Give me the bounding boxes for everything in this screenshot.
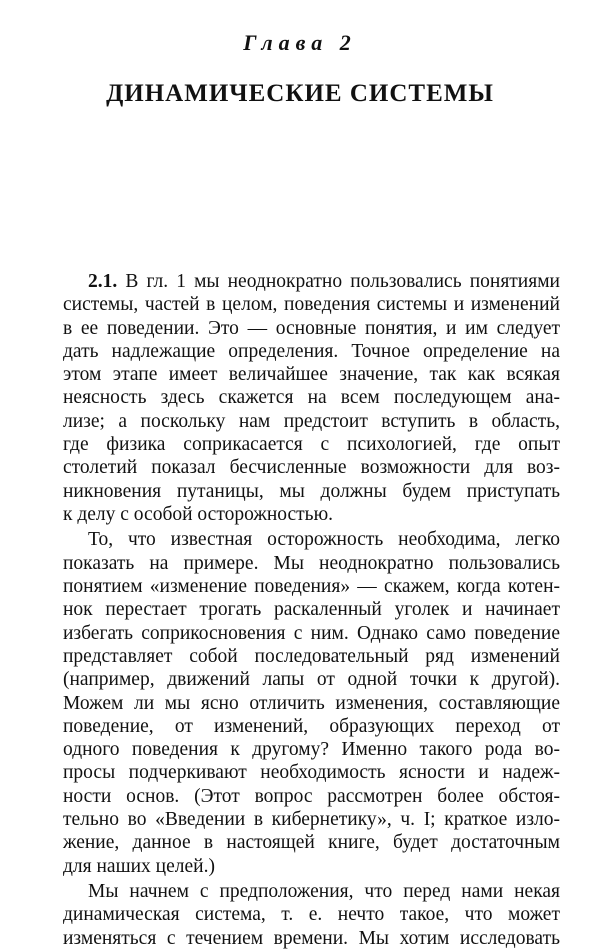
text-line: Мы начнем с предположения, что перед нами некая bbox=[88, 881, 560, 903]
text-line bbox=[63, 270, 560, 293]
text-line: лизе; а поскольку нам предстоит вступить в область, bbox=[63, 410, 560, 432]
text-line: одного поведения к другому? Именно такого рода во- bbox=[63, 739, 560, 761]
text-line: динамическая система, т. е. нечто такое, что может bbox=[63, 904, 560, 926]
text-line: показать на примере. Мы неоднократно пользовались bbox=[63, 552, 560, 574]
section-number: 2.1. bbox=[88, 271, 118, 292]
text-line: в ее поведении. Это — основные понятия, и им следует bbox=[63, 317, 560, 339]
text-line: этом этапе имеет величайшее значение, так как всякая bbox=[63, 364, 560, 386]
text-line: столетий показал бесчисленные возможности для воз- bbox=[63, 457, 560, 479]
text-line: дать надлежащие определения. Точное определение на bbox=[63, 340, 560, 362]
text-line: понятием «изменение поведения» — скажем, когда котен- bbox=[63, 576, 560, 598]
text-line: нок перестает трогать раскаленный уголек и начинает bbox=[63, 599, 560, 621]
text-line: тельно во «Введении в кибернетику», ч. I; краткое изло- bbox=[63, 809, 560, 831]
text-line: поведение, от изменений, образующих переход от bbox=[63, 715, 560, 737]
body-text bbox=[63, 270, 560, 950]
text-line: представляет собой последовательный ряд изменений bbox=[63, 645, 560, 667]
text-line: ности основ. (Этот вопрос рассмотрен более обстоя- bbox=[63, 785, 560, 807]
text-line: где физика соприкасается с психологией, где опыт bbox=[63, 434, 560, 456]
chapter-label: Глава 2 bbox=[243, 30, 357, 55]
text-line: Можем ли мы ясно отличить изменения, составляющие bbox=[63, 692, 560, 714]
chapter-title: ДИНАМИЧЕСКИЕ СИСТЕМЫ bbox=[106, 80, 494, 107]
text-fragment: В гл. 1 мы неоднократно пользовались понятиями bbox=[117, 271, 560, 292]
text-line: изменяться с течением времени. Мы хотим исследовать bbox=[63, 927, 560, 949]
text-line: (например, движений лапы от одной точки к другой). bbox=[63, 669, 560, 691]
text-line: неясность здесь скажется на всем последующем ана- bbox=[63, 387, 560, 409]
text-line: для наших целей.) bbox=[63, 855, 215, 877]
text-line: То, что известная осторожность необходима, легко bbox=[88, 529, 560, 551]
text-line: избегать соприкосновения с ним. Однако само поведение bbox=[63, 622, 560, 644]
text-line: системы, частей в целом, поведения системы и изменений bbox=[63, 294, 560, 316]
text-line: просы подчеркивают необходимость ясности и надеж- bbox=[63, 762, 560, 784]
text-line: жение, данное в настоящей книге, будет достаточным bbox=[63, 832, 560, 854]
text-line: к делу с особой осторожностью. bbox=[63, 503, 334, 525]
text-line: никновения путаницы, мы должны будем приступать bbox=[63, 480, 560, 502]
